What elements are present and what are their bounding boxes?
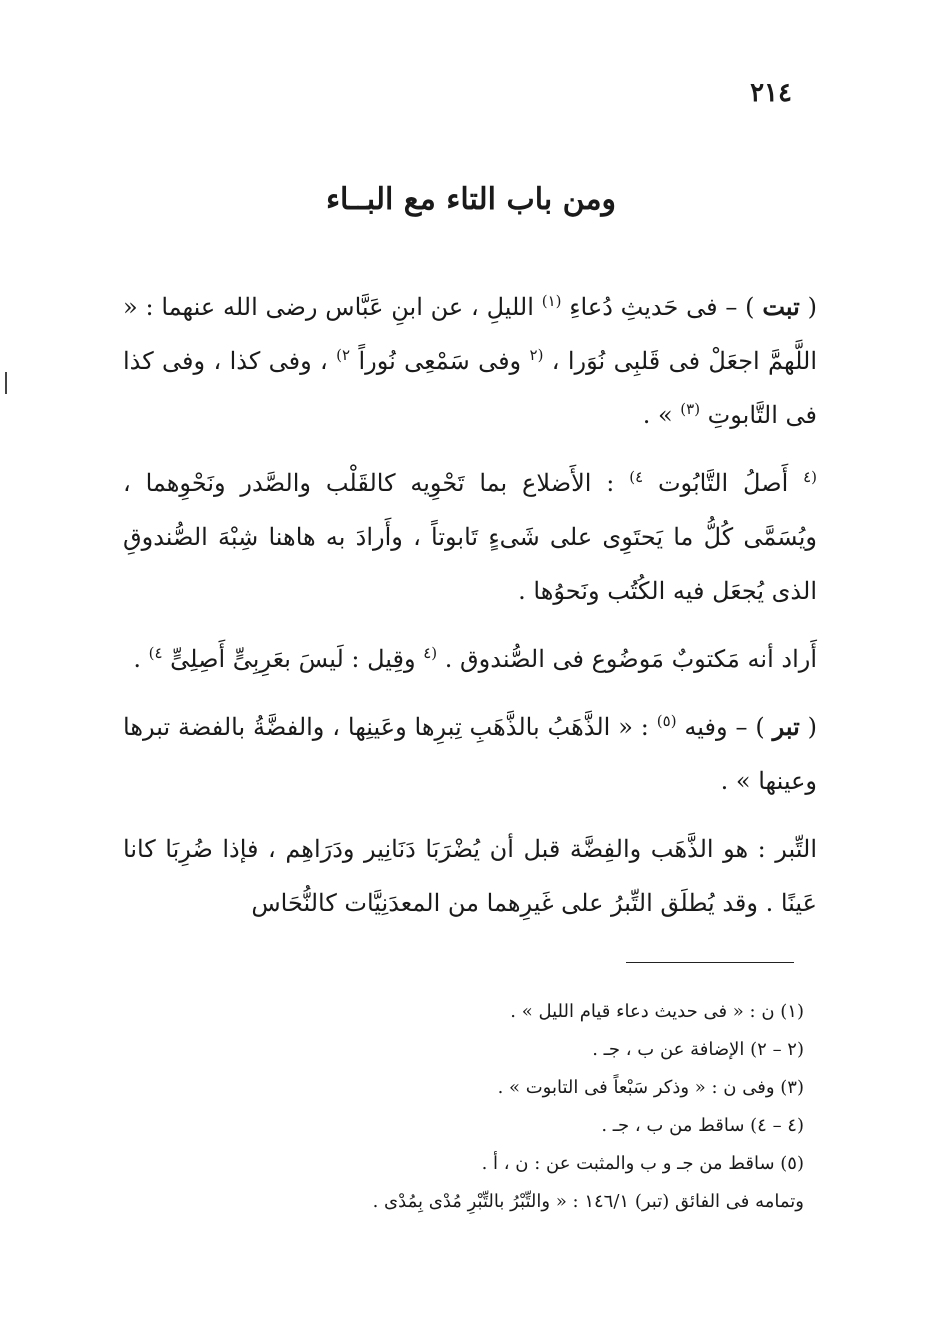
entry-word-tbr: تبر: [772, 712, 800, 741]
paragraph-tbr: [123, 700, 817, 808]
footnote-2: (٢ – ٢) الإضافة عن ب ، جـ .: [592, 1039, 804, 1060]
entry-word-tbt: تبت: [762, 292, 800, 321]
footnote-3: (٣) وفى ن : « وذكر سَبْعاً فى التابوت » .: [497, 1077, 804, 1098]
footnote-1: (١) ن : « فى حديث دعاء قيام الليل » .: [510, 1001, 804, 1022]
paragraph-arad: [123, 632, 817, 686]
footnotes: [124, 993, 804, 1221]
paragraph-tibr: [123, 822, 817, 930]
text-span: أَراد أنه مَكتوبٌ مَوضُوع فى الصُّندوق .: [437, 645, 817, 673]
text-span: : « الذَّهَبُ بالذَّهَبِ تِبرِها وعَينِها ، والفضَّةُ بالفضة تبرها وعينها » .: [123, 713, 817, 795]
footnote-4: (٤ – ٤) ساقط من ب ، جـ .: [601, 1115, 804, 1136]
footnote-ref: (٤: [423, 644, 438, 662]
footnote-ref: (٣): [680, 400, 701, 418]
margin-mark: [5, 372, 7, 394]
paragraph-tabut: [123, 456, 817, 618]
footnote-ref: (٥): [656, 712, 677, 730]
text-span: » .: [642, 401, 681, 429]
text-span: أَصلُ التَّابُوت: [643, 469, 804, 497]
footnote-ref: (٤: [803, 468, 817, 486]
text-span: وقِيل : لَيسَ بعَرِبِىٍّ أَصِلِىٍّ: [162, 645, 424, 673]
text-span: ، وفى كذا ، وفى كذا فى التَّابوتِ: [123, 347, 817, 429]
footnote-ref: ٢): [336, 346, 351, 364]
footnote-5: (٥) ساقط من جـ و ب والمثبت عن : ن ، أ .: [481, 1153, 804, 1174]
footnote-ref: ٤): [148, 644, 163, 662]
text-span: ) – وفيه: [676, 713, 773, 741]
bracket-open: (: [799, 293, 817, 321]
page-number: ٢١٤: [750, 78, 792, 108]
text-span: التِّبر : هو الذَّهَب والفِضَّة قبل أن يُضْرَبَا دَنَانِير ودَرَاهِم ، فإذا ضُرِبَا كانا عَينًا . وقد يُطلَق التِّبرُ على غَيرِهما من المعدَنِيَّات كالنُّحَاس: [123, 835, 817, 917]
footnote-ref: (٢: [529, 346, 544, 364]
text-span: الليلِ ، عن ابنِ عَبَّاس رضى الله عنهما : « اللَّهمَّ اجعَلْ فى قَلبِى نُوَرا ،: [123, 293, 818, 375]
footnote-ref: (١): [541, 292, 562, 310]
paragraph-tbt: [123, 280, 817, 442]
text-span: .: [133, 645, 149, 673]
bracket-open: (: [799, 713, 818, 741]
footnote-ref: ٤): [629, 468, 644, 486]
text-span: ) – فى حَديثِ دُعاءِ: [561, 293, 763, 321]
footnote-5-continued: وتمامه فى الفائق (تبر) ١٤٦/١ : « والتِّبْرُ بالتِّبْرِ مُدْى بِمُدْى .: [372, 1191, 804, 1212]
body-text: [123, 280, 817, 930]
text-span: وفى سَمْعِى نُوراً: [350, 347, 530, 375]
text-span: : الأَضلاع بما تَحْوِيه كالقَلْب والصَّدر ونَحْوِهما ، ويُسَمَّى كُلُّ ما يَحتَوِى على شَىءٍ تَابوتاً ، وأَرادَ به هاهنا شِبْهَ الصُّندوقِ الذى يُجعَل فيه الكُتُب ونَحوُها .: [123, 469, 817, 605]
section-heading: ومن باب التاء مع البــاء: [325, 182, 617, 217]
footnote-divider: [626, 962, 794, 963]
